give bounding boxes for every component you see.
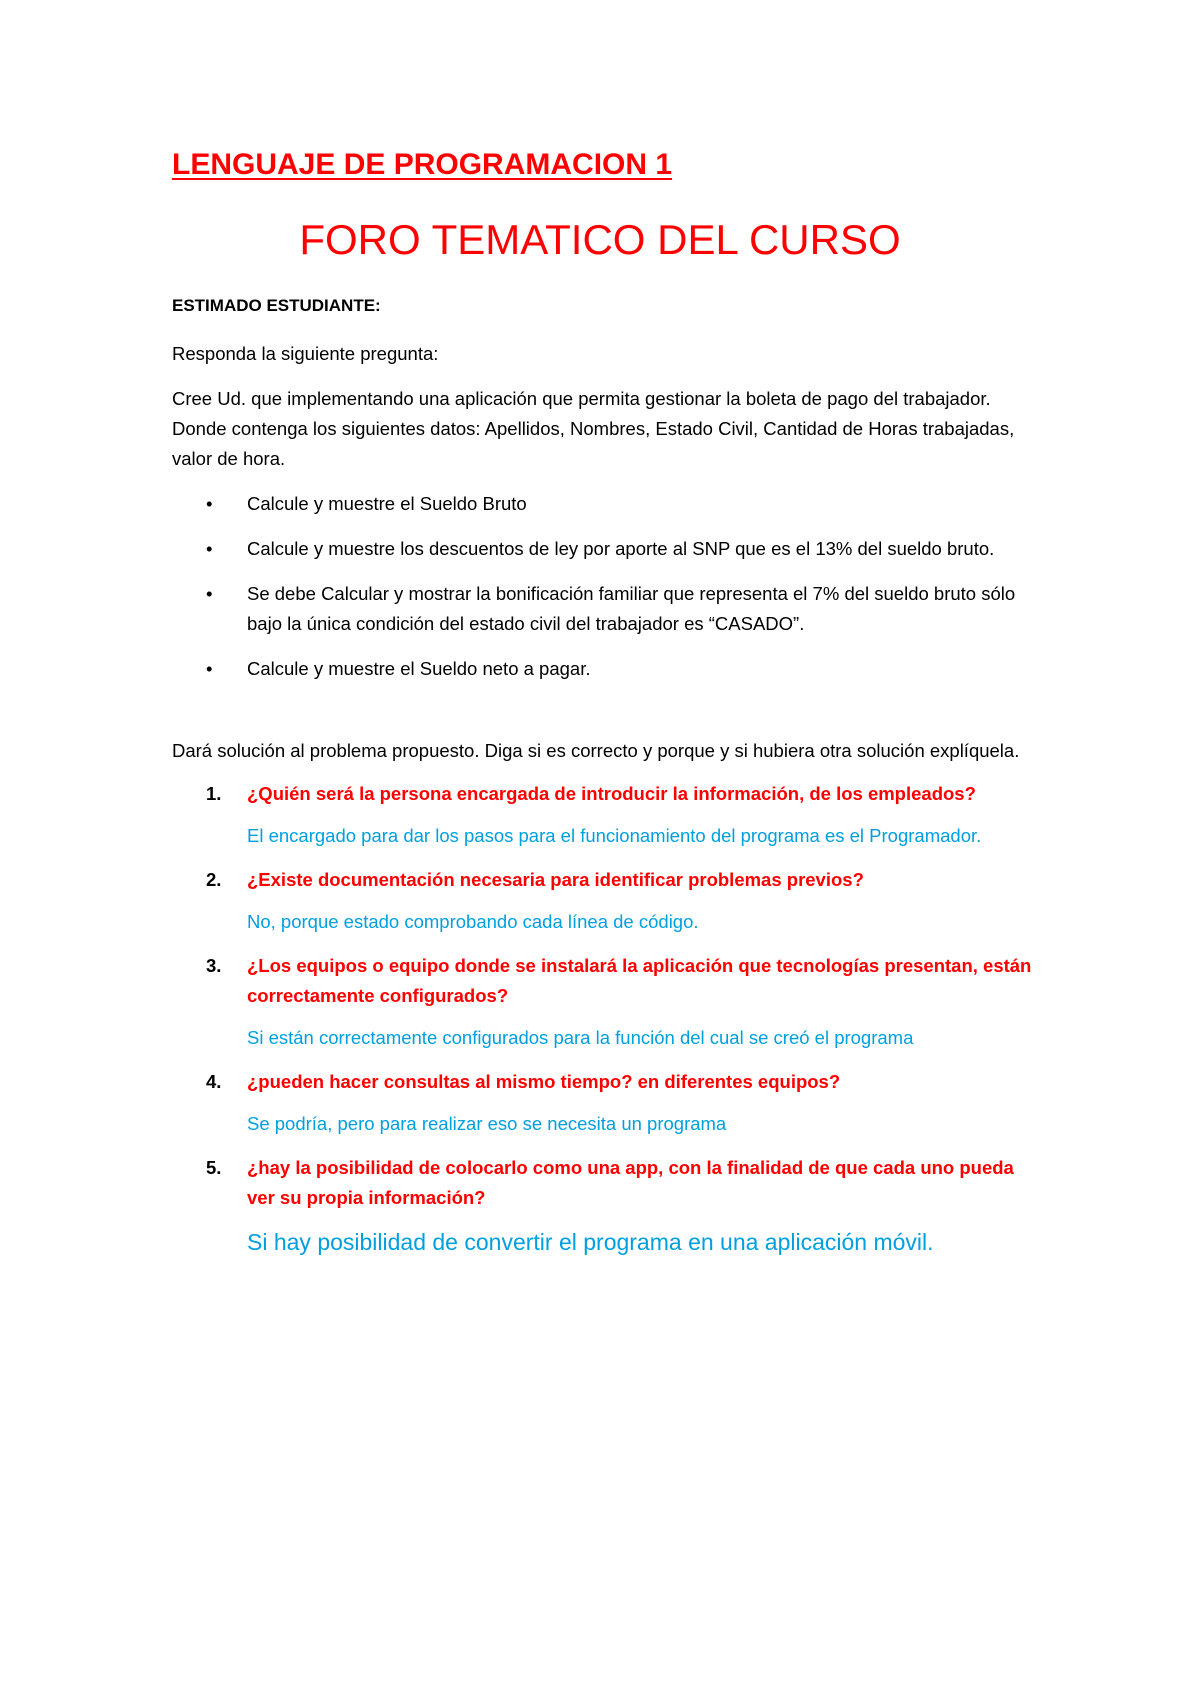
requirement-item — [172, 579, 1040, 639]
requirement-text: Calcule y muestre los descuentos de ley por aporte al SNP que es el 13% del sueldo bruto. — [247, 538, 995, 559]
question-text: ¿Los equipos o equipo donde se instalará la aplicación que tecnologías presentan, están correctamente configurados? — [247, 955, 1032, 1006]
question-text: ¿Quién será la persona encargada de introducir la información, de los empleados? — [247, 783, 976, 804]
bullet-icon: • — [206, 583, 213, 604]
question-item — [172, 951, 1040, 1053]
course-title: LENGUAJE DE PROGRAMACION 1 — [172, 148, 673, 181]
question-item — [172, 1067, 1040, 1139]
forum-title: FORO TEMATICO DEL CURSO — [299, 216, 901, 263]
question-item — [172, 779, 1040, 851]
greeting: ESTIMADO ESTUDIANTE: — [172, 296, 381, 315]
instruction: Responda la siguiente pregunta: — [172, 343, 439, 364]
problem-statement: Cree Ud. que implementando una aplicación que permita gestionar la boleta de pago del trabajador. Donde contenga los siguientes datos: Apellidos, Nombres, Estado Civil, Cantidad de Horas trabajadas, valor de hora. — [172, 388, 1015, 469]
requirement-text: Calcule y muestre el Sueldo Bruto — [247, 493, 527, 514]
requirement-item — [172, 489, 1040, 519]
question-text: ¿Existe documentación necesaria para identificar problemas previos? — [247, 869, 864, 890]
bullet-icon: • — [206, 493, 213, 514]
answer-text: Si hay posibilidad de convertir el programa en una aplicación móvil. — [247, 1229, 934, 1255]
answer-text: Se podría, pero para realizar eso se necesita un programa — [247, 1113, 727, 1134]
question-number: 2. — [206, 869, 222, 890]
requirements-list — [172, 489, 1040, 684]
solution-intro: Dará solución al problema propuesto. Diga si es correcto y porque y si hubiera otra solución explíquela. — [172, 740, 1020, 761]
question-text: ¿pueden hacer consultas al mismo tiempo? en diferentes equipos? — [247, 1071, 841, 1092]
question-item — [172, 865, 1040, 937]
question-number: 1. — [206, 783, 222, 804]
question-text: ¿hay la posibilidad de colocarlo como una app, con la finalidad de que cada uno pueda ver su propia información? — [247, 1157, 1014, 1208]
answer-text: Si están correctamente configurados para la función del cual se creó el programa — [247, 1027, 914, 1048]
requirement-item — [172, 534, 1040, 564]
requirement-text: Calcule y muestre el Sueldo neto a pagar. — [247, 658, 591, 679]
question-number: 3. — [206, 955, 222, 976]
answer-text: No, porque estado comprobando cada línea de código. — [247, 911, 699, 932]
question-number: 5. — [206, 1157, 222, 1178]
bullet-icon: • — [206, 658, 213, 679]
bullet-icon: • — [206, 538, 213, 559]
answer-text: El encargado para dar los pasos para el funcionamiento del programa es el Programador. — [247, 825, 982, 846]
document-body — [172, 291, 1040, 1273]
requirement-item — [172, 654, 1040, 684]
requirement-text: Se debe Calcular y mostrar la bonificación familiar que representa el 7% del sueldo bruto sólo bajo la única condición del estado civil del trabajador es “CASADO”. — [247, 583, 1016, 634]
questions-list — [172, 779, 1040, 1259]
question-item — [172, 1153, 1040, 1259]
question-number: 4. — [206, 1071, 222, 1092]
